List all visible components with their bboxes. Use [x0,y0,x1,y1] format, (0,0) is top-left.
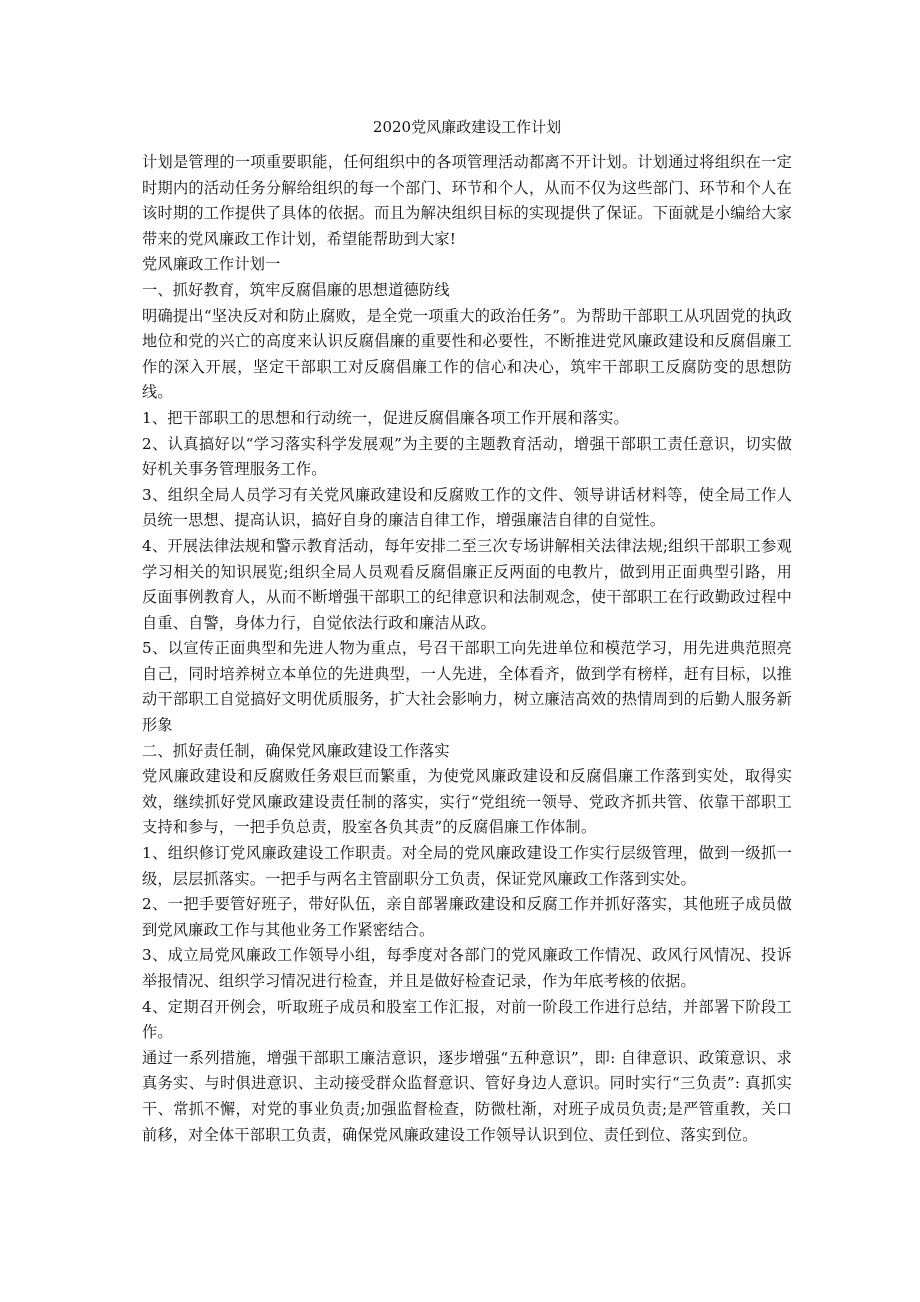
section-2-paragraph: 党风廉政建设和反腐败任务艰巨而繁重，为使党风廉政建设和反腐倡廉工作落到实处，取得实效，继续抓好党风廉政建设责任制的落实，实行“党组统一领导、党政齐抓共管、依靠干部职工支持和参与，一把手负总责，股室各负其责”的反腐倡廉工作体制。 [142,767,792,837]
section-2-summary: 通过一系列措施，增强干部职工廉洁意识，逐步增强“五种意识”，即: 自律意识、政策意识、求真务实、与时俱进意识、主动接受群众监督意识、管好身边人意识。同时实行“三负责”: 真抓实干、常抓不懈，对党的事业负责;加强监督检查，防微杜渐，对班子成员负责;是严管重教，关口前移，对全体干部职工负责，确保党风廉政建设工作领导认识到位、责任到位、落实到位。 [142,1048,792,1144]
intro-paragraph: 计划是管理的一项重要职能，任何组织中的各项管理活动都离不开计划。计划通过将组织在一定时期内的活动任务分解给组织的每一个部门、环节和个人，从而不仅为这些部门、环节和个人在该时期的工作提供了具体的依据。而且为解决组织目标的实现提供了保证。下面就是小编给大家带来的党风廉政工作计划，希望能帮助到大家! [142,153,792,248]
section-heading-1: 一、抓好教育，筑牢反腐倡廉的思想道德防线 [142,280,450,299]
document-body [142,150,792,1148]
section-1-item-4: 4、开展法律法规和警示教育活动，每年安排二至三次专场讲解相关法律法规;组织干部职工参观学习相关的知识展览;组织全局人员观看反腐倡廉正反两面的电教片，做到用正面典型引路，用反面事例教育人，从而不断增强干部职工的纪律意识和法制观念，使干部职工在行政勤政过程中自重、自警，身体力行，自觉依法行政和廉洁从政。 [142,536,792,632]
section-heading-2: 二、抓好责任制，确保党风廉政建设工作落实 [142,741,450,760]
section-1-item-5: 5、以宣传正面典型和先进人物为重点，号召干部职工向先进单位和模范学习，用先进典范照亮自己，同时培养树立本单位的先进典型，一人先进，全体看齐，做到学有榜样，赶有目标，以推动干部职工自觉搞好文明优质服务，扩大社会影响力，树立廉洁高效的热情周到的后勤人服务新形象 [142,639,792,735]
plan-heading: 党风廉政工作计划一 [142,255,281,274]
document-title: 2020党风廉政建设工作计划 [372,118,562,136]
section-1-item-1: 1、把干部职工的思想和行动统一，促进反腐倡廉各项工作开展和落实。 [142,408,629,427]
section-1-paragraph: 明确提出“坚决反对和防止腐败，是全党一项重大的政治任务”。为帮助干部职工从巩固党的执政地位和党的兴亡的高度来认识反腐倡廉的重要性和必要性，不断推进党风廉政建设和反腐倡廉工作的深入开展，坚定干部职工对反腐倡廉工作的信心和决心，筑牢干部职工反腐防变的思想防线。 [142,306,792,402]
section-2-item-2: 2、一把手要管好班子，带好队伍，亲自部署廉政建设和反腐工作并抓好落实，其他班子成员做到党风廉政工作与其他业务工作紧密结合。 [142,895,792,939]
section-2-item-1: 1、组织修订党风廉政建设工作职责。对全局的党风廉政建设工作实行层级管理，做到一级抓一级，层层抓落实。一把手与两名主管副职分工负责，保证党风廉政工作落到实处。 [142,844,792,888]
section-2-item-3: 3、成立局党风廉政工作领导小组，每季度对各部门的党风廉政工作情况、政风行风情况、投诉举报情况、组织学习情况进行检查，并且是做好检查记录，作为年底考核的依据。 [142,946,792,990]
section-1-item-3: 3、组织全局人员学习有关党风廉政建设和反腐败工作的文件、领导讲话材料等，使全局工作人员统一思想、提高认识，搞好自身的廉洁自律工作，增强廉洁自律的自觉性。 [142,485,792,530]
section-1-item-2: 2、认真搞好以“学习落实科学发展观”为主要的主题教育活动，增强干部职工责任意识，切实做好机关事务管理服务工作。 [142,434,792,479]
document-page [142,114,792,1148]
section-2-item-4: 4、定期召开例会，听取班子成员和股室工作汇报，对前一阶段工作进行总结，并部署下阶段工作。 [142,997,792,1042]
